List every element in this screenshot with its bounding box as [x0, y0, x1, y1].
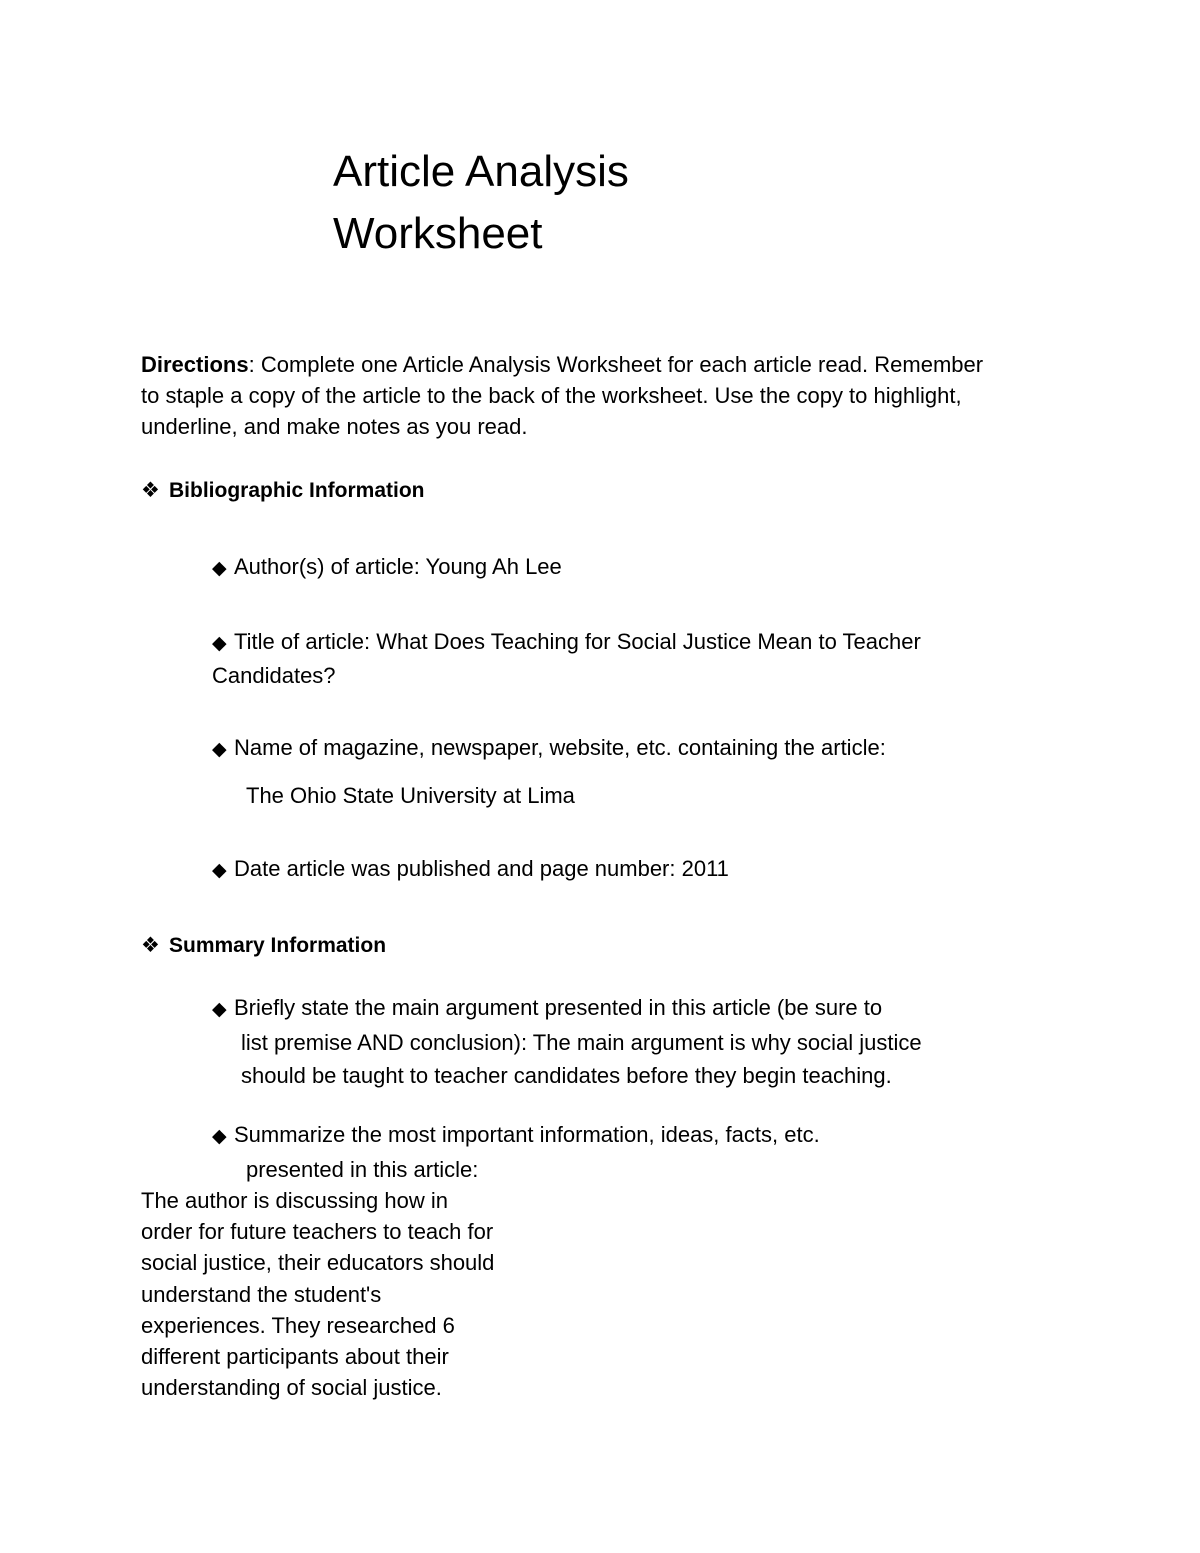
- article-title-text-cont: Candidates?: [212, 663, 336, 688]
- summary-heading-text: Summary Information: [169, 934, 387, 957]
- date-item: [212, 853, 729, 887]
- article-title-item: [212, 626, 921, 692]
- article-title-text: Title of article: What Does Teaching for Social Justice Mean to Teacher: [234, 629, 921, 654]
- diamond-icon: ◆: [212, 1126, 227, 1147]
- directions-line-3: underline, and make notes as you read.: [141, 414, 528, 439]
- diamond-icon: ◆: [212, 999, 227, 1020]
- diamond-bullet-icon: ❖: [141, 934, 160, 957]
- source-item: [212, 732, 886, 766]
- summary-heading: [141, 932, 386, 960]
- diamond-icon: ◆: [212, 633, 227, 654]
- summarize-text-2: presented in this article:: [246, 1157, 479, 1182]
- page-title-line-1: Article Analysis: [333, 147, 629, 196]
- source-label: Name of magazine, newspaper, website, etc. containing the article:: [234, 735, 886, 760]
- main-argument-text-2: list premise AND conclusion): The main argument is why social justice: [241, 1030, 922, 1055]
- directions-paragraph: [141, 349, 1071, 442]
- summary-answer-line: understand the student's: [141, 1281, 382, 1307]
- main-argument-item: [212, 992, 922, 1092]
- page-title-line-2: Worksheet: [333, 209, 543, 258]
- diamond-bullet-icon: ❖: [141, 479, 160, 502]
- directions-label: Directions: [141, 352, 249, 377]
- summary-answer-line: different participants about their: [141, 1344, 449, 1370]
- bibliographic-heading-text: Bibliographic Information: [169, 479, 425, 502]
- summary-answer-line: The author is discussing how in: [141, 1188, 448, 1213]
- summarize-item: [212, 1119, 820, 1187]
- source-value: The Ohio State University at Lima: [246, 783, 575, 808]
- main-argument-text-1: Briefly state the main argument presented in this article (be sure to: [234, 995, 883, 1020]
- directions-text-1: : Complete one Article Analysis Worksheet for each article read. Remember: [248, 352, 984, 377]
- date-text: Date article was published and page number: 2011: [234, 856, 729, 881]
- directions-line-2: to staple a copy of the article to the back of the worksheet. Use the copy to highlight,: [141, 383, 962, 408]
- summary-answer: [141, 1185, 541, 1403]
- author-text: Author(s) of article: Young Ah Lee: [234, 554, 562, 579]
- page-title: [333, 141, 629, 265]
- summary-answer-line: experiences. They researched 6: [141, 1312, 455, 1338]
- diamond-icon: ◆: [212, 558, 227, 579]
- directions-line-1: [141, 349, 1071, 380]
- bibliographic-heading: [141, 477, 425, 505]
- main-argument-text-3: should be taught to teacher candidates before they begin teaching.: [241, 1063, 892, 1088]
- summary-answer-line: understanding of social justice.: [141, 1375, 442, 1401]
- summary-answer-line: order for future teachers to teach for: [141, 1219, 494, 1245]
- diamond-icon: ◆: [212, 739, 227, 760]
- author-item: [212, 551, 562, 585]
- diamond-icon: ◆: [212, 860, 227, 881]
- summarize-text-1: Summarize the most important information, ideas, facts, etc.: [234, 1122, 820, 1147]
- summary-answer-line: social justice, their educators should: [141, 1250, 495, 1276]
